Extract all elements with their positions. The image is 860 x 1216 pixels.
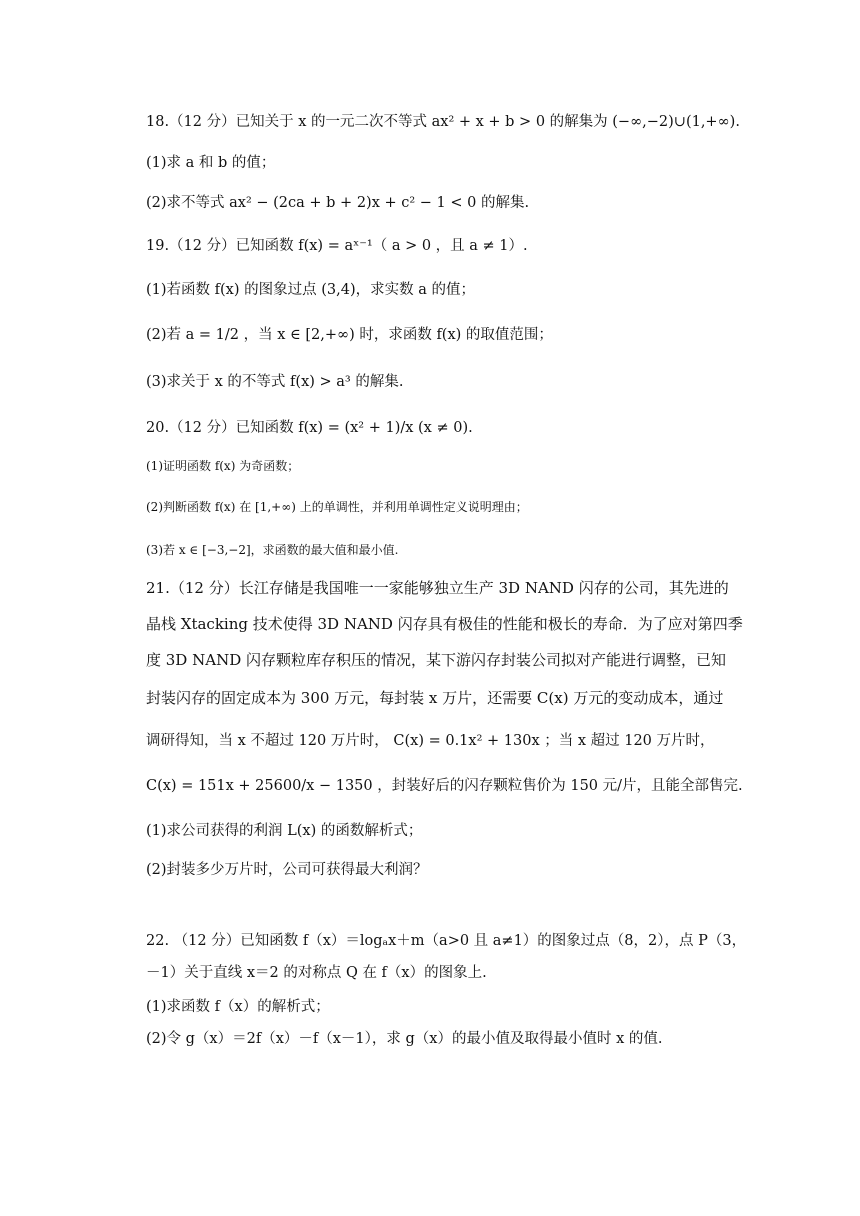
q21-line4: 封装闪存的固定成本为 300 万元，每封装 x 万片，还需要 C(x) 万元的变动成本，通过: [146, 689, 724, 707]
q19-part1: (1)若函数 f(x) 的图象过点 (3,4)，求实数 a 的值；: [146, 282, 475, 298]
q22-part2: (2)令 g（x）＝2f（x）－f（x－1），求 g（x）的最小值及取得最小值时 x 的值.: [146, 1031, 663, 1047]
q22-line2: －1）关于直线 x＝2 的对称点 Q 在 f（x）的图象上.: [146, 965, 487, 981]
q20-stem: 20.（12 分）已知函数 f(x) = (x² + 1)/x (x ≠ 0).: [146, 420, 473, 436]
q18-stem: 18.（12 分）已知关于 x 的一元二次不等式 ax² + x + b > 0 的解集为 (−∞,−2)∪(1,+∞).: [146, 114, 740, 130]
q21-part2: (2)封装多少万片时，公司可获得最大利润？: [146, 862, 428, 878]
q18-part2: (2)求不等式 ax² − (2ca + b + 2)x + c² − 1 < 0 的解集.: [146, 195, 530, 211]
q21-line1: 21.（12 分）长江存储是我国唯一一家能够独立生产 3D NAND 闪存的公司，其先进的: [146, 579, 729, 597]
q22-part1: (1)求函数 f（x）的解析式；: [146, 999, 330, 1015]
q19-stem: 19.（12 分）已知函数 f(x) = aˣ⁻¹（ a > 0 ，且 a ≠ 1）.: [146, 238, 528, 254]
q20-part3: (3)若 x ∈ [−3,−2]，求函数的最大值和最小值.: [146, 543, 399, 557]
q21-line6: C(x) = 151x + 25600/x − 1350 ，封装好后的闪存颗粒售价为 150 元/片，且能全部售完.: [146, 778, 743, 794]
q21-line2: 晶栈 Xtacking 技术使得 3D NAND 闪存具有极佳的性能和极长的寿命．为了应对第四季: [146, 615, 743, 633]
q19-part2: (2)若 a = 1/2 ，当 x ∈ [2,+∞) 时，求函数 f(x) 的取值范围；: [146, 327, 553, 343]
q21-line5: 调研得知，当 x 不超过 120 万片时， C(x) = 0.1x² + 130x ；当 x 超过 120 万片时，: [146, 733, 715, 749]
q21-part1: (1)求公司获得的利润 L(x) 的函数解析式；: [146, 823, 423, 839]
q20-part2: (2)判断函数 f(x) 在 [1,+∞) 上的单调性，并利用单调性定义说明理由；: [146, 500, 528, 514]
q19-part3: (3)求关于 x 的不等式 f(x) > a³ 的解集.: [146, 374, 404, 390]
q20-part1: (1)证明函数 f(x) 为奇函数；: [146, 459, 300, 473]
q21-line3: 度 3D NAND 闪存颗粒库存积压的情况，某下游闪存封装公司拟对产能进行调整，已知: [146, 651, 726, 669]
q22-line1: 22. （12 分）已知函数 f（x）＝logₐx＋m（a>0 且 a≠1）的图象过点（8，2），点 P（3，: [146, 933, 747, 949]
q18-part1: (1)求 a 和 b 的值；: [146, 155, 276, 171]
